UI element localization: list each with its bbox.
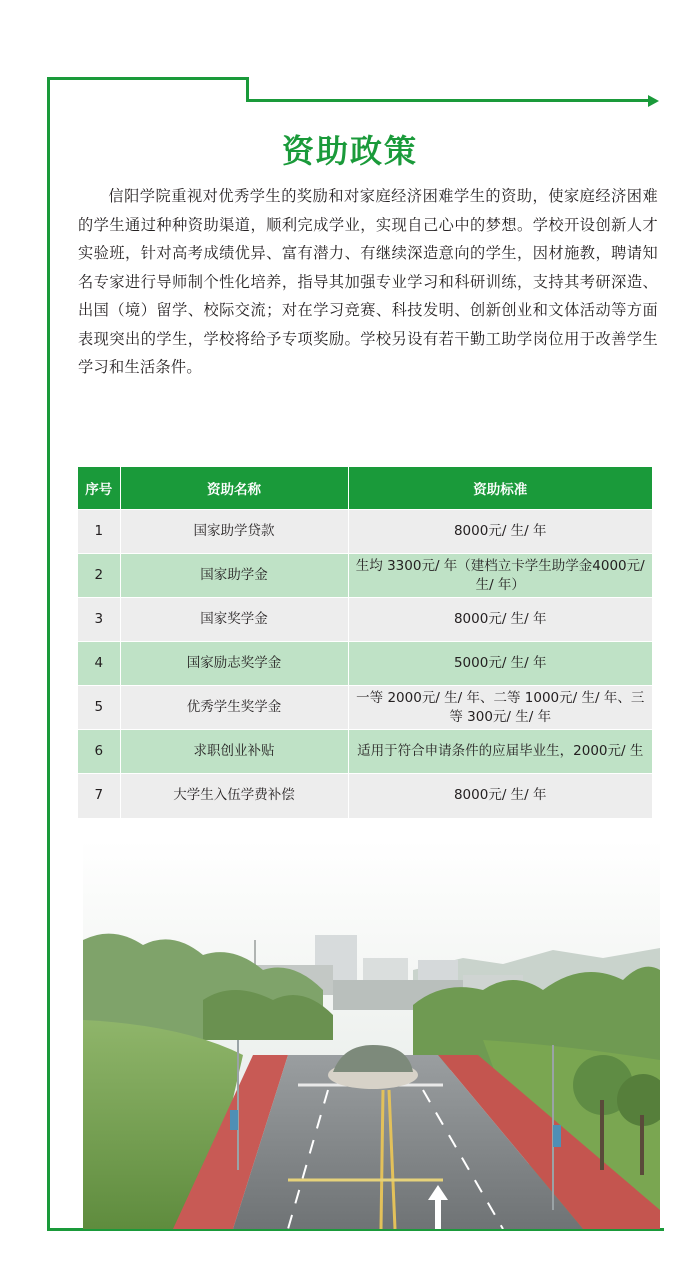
frame-left-line: [47, 77, 50, 1231]
row-name: 国家励志奖学金: [120, 642, 348, 686]
row-index: 2: [78, 554, 120, 598]
page-title: 资助政策: [281, 132, 418, 170]
row-name: 优秀学生奖学金: [120, 686, 348, 730]
row-name: 求职创业补贴: [120, 730, 348, 774]
table-row: [78, 730, 652, 774]
frame-top-right-line: [246, 99, 650, 102]
row-standard: 8000元/ 生/ 年: [348, 510, 652, 554]
table-row: [78, 774, 652, 818]
row-standard: 8000元/ 生/ 年: [348, 598, 652, 642]
table-header-row: [78, 467, 652, 510]
table-row: [78, 686, 652, 730]
aid-table: [78, 467, 652, 818]
frame-arrow-icon: [648, 95, 659, 107]
row-index: 6: [78, 730, 120, 774]
row-standard: 生均 3300元/ 年（建档立卡学生助学金4000元/ 生/ 年）: [348, 554, 652, 598]
row-name: 国家助学金: [120, 554, 348, 598]
table-row: [78, 642, 652, 686]
row-name: 大学生入伍学费补偿: [120, 774, 348, 818]
row-standard: 适用于符合申请条件的应届毕业生，2000元/ 生: [348, 730, 652, 774]
table-row: [78, 554, 652, 598]
header-name: 资助名称: [120, 467, 348, 510]
header-index: 序号: [78, 467, 120, 510]
row-standard: 一等 2000元/ 生/ 年、二等 1000元/ 生/ 年、三等 300元/ 生/ 年: [348, 686, 652, 730]
row-index: 7: [78, 774, 120, 818]
row-standard: 8000元/ 生/ 年: [348, 774, 652, 818]
intro-paragraph: 信阳学院重视对优秀学生的奖励和对家庭经济困难学生的资助，使家庭经济困难的学生通过种种资助渠道，顺利完成学业，实现自己心中的梦想。学校开设创新人才实验班，针对高考成绩优异、富有潜力、有继续深造意向的学生，因材施教，聘请知名专家进行导师制个性化培养，指导其加强专业学习和科研训练，支持其考研深造、出国（境）留学、校际交流；对在学习竞赛、科技发明、创新创业和文体活动等方面表现突出的学生，学校将给予专项奖励。学校另设有若干勤工助学岗位用于改善学生学习和生活条件。: [78, 187, 658, 376]
table-row: [78, 510, 652, 554]
table-row: [78, 598, 652, 642]
row-standard: 5000元/ 生/ 年: [348, 642, 652, 686]
row-index: 4: [78, 642, 120, 686]
row-index: 3: [78, 598, 120, 642]
campus-road-photo: [83, 840, 660, 1229]
row-index: 5: [78, 686, 120, 730]
row-name: 国家奖学金: [120, 598, 348, 642]
row-name: 国家助学贷款: [120, 510, 348, 554]
header-standard: 资助标准: [348, 467, 652, 510]
row-index: 1: [78, 510, 120, 554]
frame-top-left-line: [47, 77, 249, 80]
